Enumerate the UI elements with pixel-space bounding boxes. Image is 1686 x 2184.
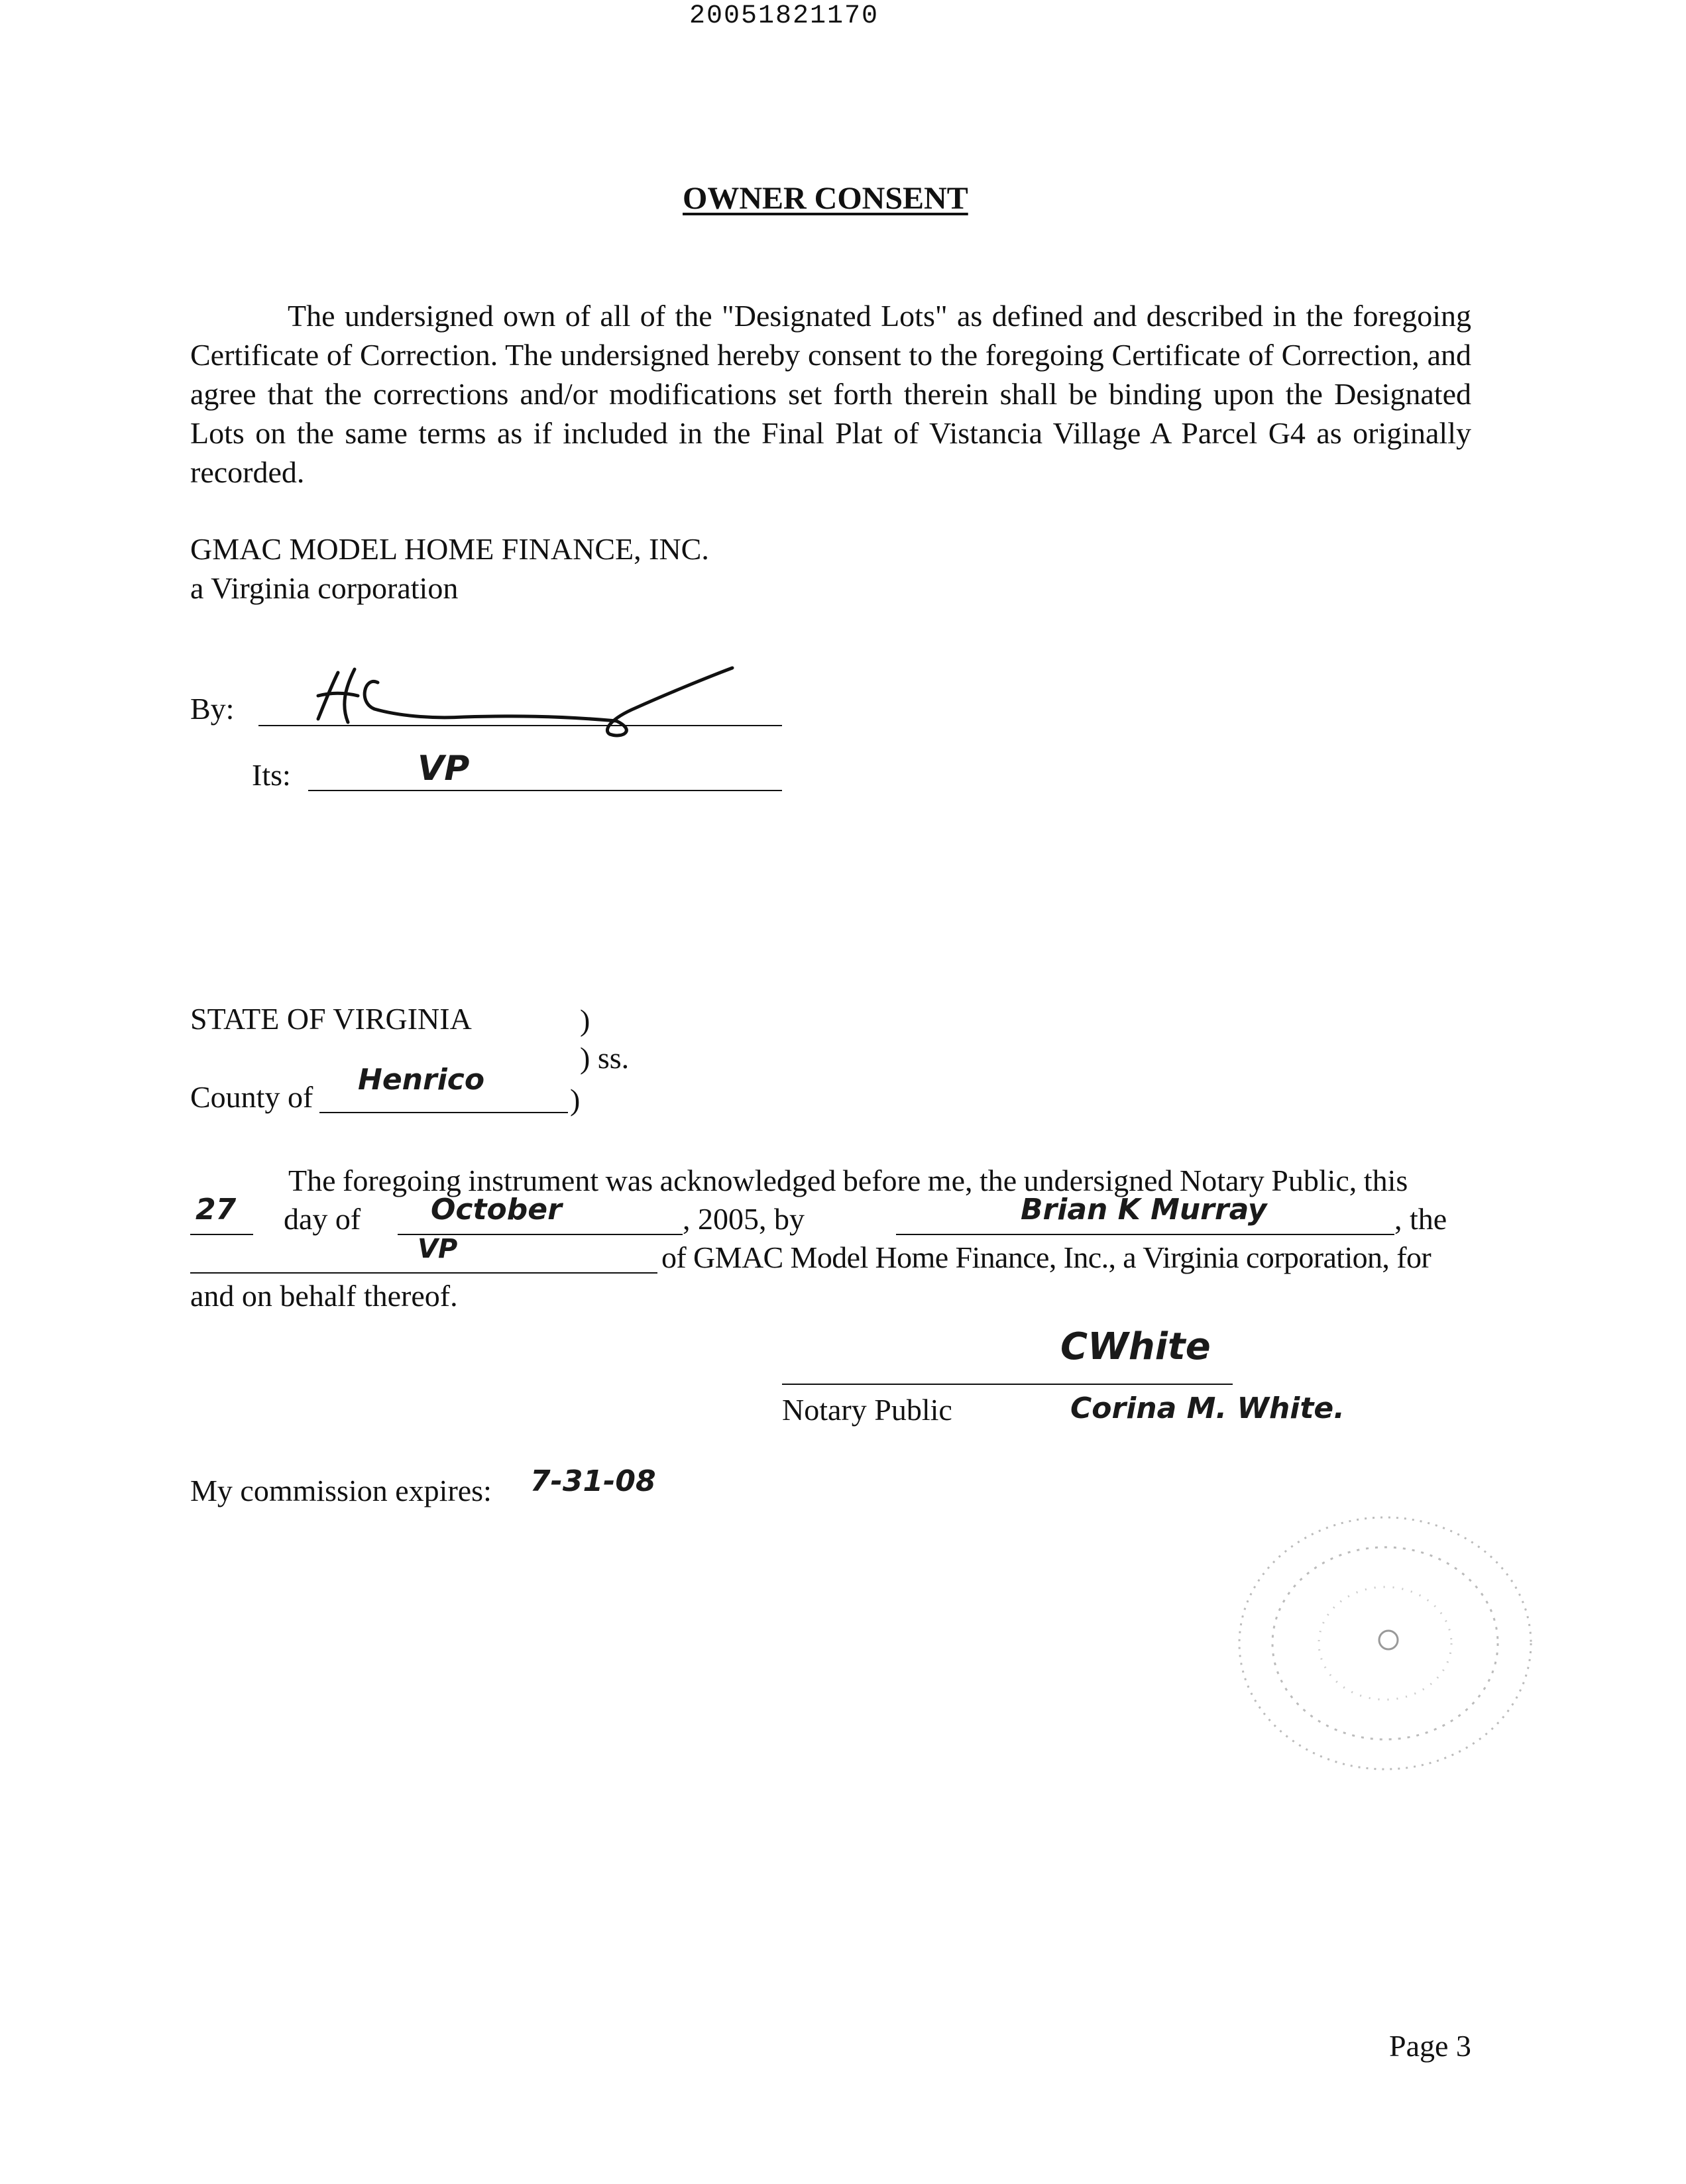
authorized-signature xyxy=(292,656,742,742)
commission-value: 7-31-08 xyxy=(530,1464,656,1498)
day-of-text: day of xyxy=(284,1202,361,1236)
county-label: County of xyxy=(190,1080,313,1114)
notary-printed-name: Corina M. White. xyxy=(1070,1392,1345,1425)
by-label: By: xyxy=(190,692,235,726)
county-value: Henrico xyxy=(358,1063,485,1097)
notary-seal xyxy=(1219,1504,1551,1782)
consent-paragraph: The undersigned own of all of the "Designated Lots" as defined and described in the foregoing Certificate of Correction. The undersigned hereby consent to the foregoing Certificate of Correction, and agree that the corrections and/or modifications set forth therein shall be binding upon the Designated Lots on the same terms as if included in the Final Plat of Vistancia Village A Parcel G4 as originally recorded. xyxy=(190,299,1471,489)
venue-paren-top: ) xyxy=(580,1003,590,1037)
year-by-text: , 2005, by xyxy=(683,1202,805,1236)
entity-type: a Virginia corporation xyxy=(190,571,459,605)
title-line xyxy=(190,1272,657,1274)
its-value: VP xyxy=(418,749,470,789)
acknowledgment-line-4: and on behalf thereof. xyxy=(190,1279,458,1313)
month-value: October xyxy=(431,1193,562,1227)
title-value: VP xyxy=(418,1234,458,1264)
page-number: Page 3 xyxy=(1389,2029,1471,2063)
state-label: STATE OF VIRGINIA xyxy=(190,1002,472,1036)
document-title: OWNER CONSENT xyxy=(683,181,968,216)
notary-signature: CWhite xyxy=(1060,1325,1211,1368)
day-value: 27 xyxy=(196,1193,237,1227)
day-line xyxy=(190,1234,253,1235)
notary-public-label: Notary Public xyxy=(782,1393,952,1427)
venue-paren-bottom: ) xyxy=(570,1083,581,1117)
county-line xyxy=(319,1112,568,1113)
document-number: 20051821170 xyxy=(689,1,879,31)
venue-ss: ) ss. xyxy=(580,1041,630,1075)
commission-label: My commission expires: xyxy=(190,1474,492,1507)
acknowledgment-line-1: The foregoing instrument was acknowledged before me, the undersigned Notary Public, this xyxy=(288,1164,1408,1197)
the-text: , the xyxy=(1394,1202,1447,1236)
of-entity-text: of GMAC Model Home Finance, Inc., a Virginia corporation, for xyxy=(661,1240,1432,1274)
person-value: Brian K Murray xyxy=(1021,1193,1267,1227)
its-line xyxy=(308,790,782,791)
its-label: Its: xyxy=(252,758,291,792)
entity-name: GMAC MODEL HOME FINANCE, INC. xyxy=(190,532,709,566)
person-line xyxy=(896,1234,1394,1235)
notary-signature-line xyxy=(782,1384,1233,1385)
